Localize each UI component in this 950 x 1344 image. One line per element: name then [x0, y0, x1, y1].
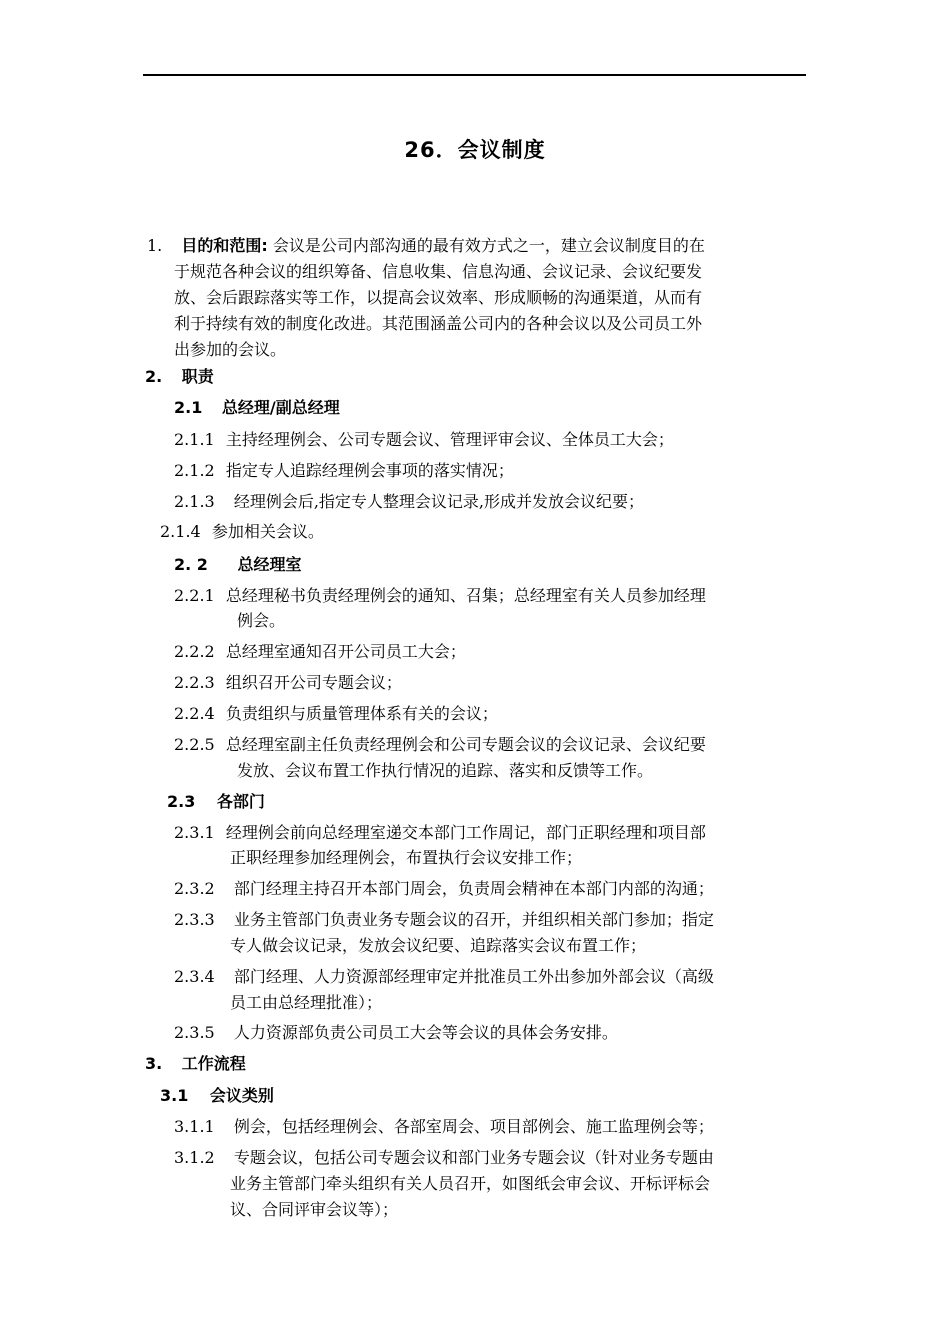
subsection-2-1-heading — [174, 395, 340, 421]
item-number: 2.2.4 — [174, 704, 215, 723]
item-text: 人力资源部负责公司员工大会等会议的具体会务安排。 — [233, 1023, 618, 1042]
item-text: 专题会议，包括公司专题会议和部门业务专题会议（针对业务专题由 — [233, 1148, 714, 1167]
section-2-label: 职责 — [181, 367, 214, 386]
list-item — [174, 701, 498, 727]
item-text: 部门经理、人力资源部经理审定并批准员工外出参加外部会议（高级 — [233, 967, 714, 986]
subsection-2-2-label: 总经理室 — [237, 555, 302, 574]
list-item — [174, 732, 706, 758]
subsection-2-3-label: 各部门 — [216, 792, 265, 811]
item-text: 主持经理例会、公司专题会议、管理评审会议、全体员工大会； — [225, 430, 674, 449]
item-number: 2.3.1 — [174, 823, 215, 842]
list-item — [174, 639, 466, 665]
section-1-number: 1. — [147, 236, 163, 255]
item-text: 负责组织与质量管理体系有关的会议； — [225, 704, 498, 723]
subsection-2-3-number: 2.3 — [167, 792, 196, 811]
item-text-continuation: 发放、会议布置工作执行情况的追踪、落实和反馈等工作。 — [237, 761, 654, 780]
subsection-2-2-number: 2. 2 — [174, 555, 208, 574]
item-text-continuation: 员工由总经理批准）； — [230, 993, 383, 1012]
list-item — [174, 876, 714, 902]
item-text: 总经理室副主任负责经理例会和公司专题会议的会议记录、会议纪要 — [225, 735, 706, 754]
subsection-3-1-heading — [160, 1083, 274, 1109]
item-text-continuation: 议、合同评审会议等）； — [230, 1200, 399, 1219]
item-text: 经理例会后,指定专人整理会议记录,形成并发放会议纪要； — [233, 492, 644, 511]
section-1-text-line: 放、会后跟踪落实等工作，以提高会议效率、形成顺畅的沟通渠道，从而有 — [174, 288, 703, 307]
document-title: 26．会议制度 — [404, 138, 546, 162]
section-2-number: 2. — [145, 367, 163, 386]
item-number: 2.1.4 — [160, 522, 201, 541]
subsection-2-3-heading — [167, 789, 265, 815]
item-number: 2.2.3 — [174, 673, 215, 692]
item-text: 总经理秘书负责经理例会的通知、召集；总经理室有关人员参加经理 — [225, 586, 706, 605]
section-1-text-line: 会议是公司内部沟通的最有效方式之一，建立会议制度目的在 — [272, 236, 705, 255]
list-item — [174, 489, 644, 515]
item-text: 参加相关会议。 — [211, 522, 324, 541]
item-number: 2.2.1 — [174, 586, 215, 605]
subsection-3-1-label: 会议类别 — [209, 1086, 274, 1105]
item-text: 例会，包括经理例会、各部室周会、项目部例会、施工监理例会等； — [233, 1117, 714, 1136]
list-item — [174, 1114, 714, 1140]
subsection-2-2-heading — [174, 552, 302, 578]
item-number: 2.2.2 — [174, 642, 215, 661]
list-item — [174, 1145, 714, 1171]
item-text: 经理例会前向总经理室递交本部门工作周记，部门正职经理和项目部 — [225, 823, 706, 842]
subsection-2-1-label: 总经理/副总经理 — [221, 398, 340, 417]
item-text: 业务主管部门负责业务专题会议的召开，并组织相关部门参加；指定 — [233, 910, 714, 929]
section-3-label: 工作流程 — [181, 1054, 246, 1073]
list-item — [160, 519, 324, 545]
list-item — [174, 1020, 618, 1046]
section-1-text-line: 利于持续有效的制度化改进。其范围涵盖公司内的各种会议以及公司员工外 — [174, 314, 703, 333]
section-1-text-line: 于规范各种会议的组织筹备、信息收集、信息沟通、会议记录、会议纪要发 — [174, 262, 703, 281]
section-1-first-line — [147, 233, 705, 259]
list-item — [174, 907, 714, 933]
subsection-2-1-number: 2.1 — [174, 398, 203, 417]
item-text-continuation: 例会。 — [237, 611, 286, 630]
item-text: 总经理室通知召开公司员工大会； — [225, 642, 466, 661]
item-number: 2.3.4 — [174, 967, 215, 986]
item-text: 指定专人追踪经理例会事项的落实情况； — [225, 461, 514, 480]
item-number: 2.3.3 — [174, 910, 215, 929]
list-item — [174, 670, 402, 696]
item-number: 2.1.1 — [174, 430, 215, 449]
item-number: 2.2.5 — [174, 735, 215, 754]
section-1-label: 目的和范围: — [181, 236, 268, 255]
list-item — [174, 427, 674, 453]
subsection-3-1-number: 3.1 — [160, 1086, 189, 1105]
list-item — [174, 820, 706, 846]
item-number: 2.3.2 — [174, 879, 215, 898]
item-text-continuation: 业务主管部门牵头组织有关人员召开，如图纸会审会议、开标评标会 — [230, 1174, 711, 1193]
item-text: 部门经理主持召开本部门周会，负责周会精神在本部门内部的沟通； — [233, 879, 714, 898]
list-item — [174, 964, 714, 990]
section-3-heading — [145, 1051, 246, 1077]
list-item — [174, 583, 706, 609]
item-number: 2.1.2 — [174, 461, 215, 480]
list-item — [174, 458, 514, 484]
section-1-text-line: 出参加的会议。 — [174, 340, 287, 359]
section-2-heading — [145, 364, 214, 390]
item-number: 2.1.3 — [174, 492, 215, 511]
section-3-number: 3. — [145, 1054, 163, 1073]
item-number: 3.1.1 — [174, 1117, 215, 1136]
item-text-continuation: 正职经理参加经理例会，布置执行会议安排工作； — [230, 848, 583, 867]
header-rule — [143, 74, 806, 76]
item-text: 组织召开公司专题会议； — [225, 673, 402, 692]
item-number: 2.3.5 — [174, 1023, 215, 1042]
item-text-continuation: 专人做会议记录，发放会议纪要、追踪落实会议布置工作； — [230, 936, 647, 955]
item-number: 3.1.2 — [174, 1148, 215, 1167]
